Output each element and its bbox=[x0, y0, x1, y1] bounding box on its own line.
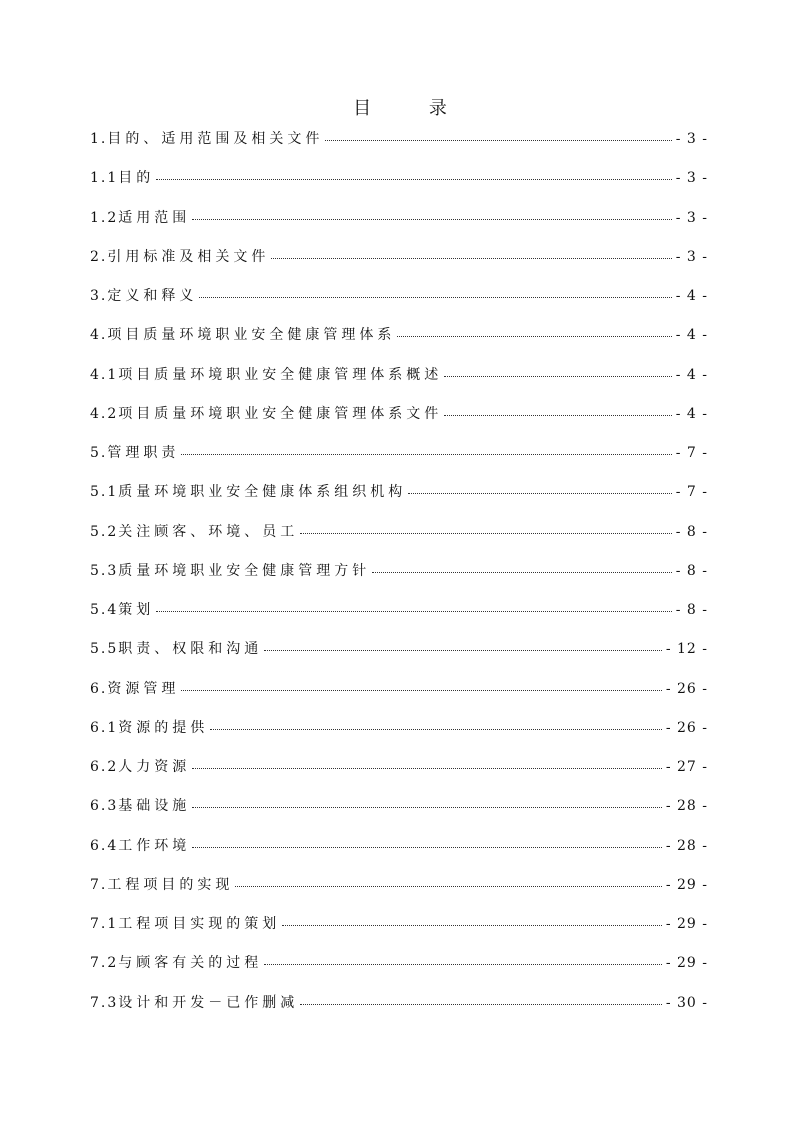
toc-entry[interactable] bbox=[90, 678, 708, 717]
toc-entry-number: 5.3 bbox=[90, 562, 119, 579]
toc-entry-number: 5.4 bbox=[90, 602, 119, 618]
toc-dot-leader bbox=[444, 375, 671, 377]
toc-entry-page-number: - 3 - bbox=[675, 248, 708, 265]
toc-entry-page-number: - 28 - bbox=[665, 798, 708, 815]
toc-entry[interactable] bbox=[90, 835, 708, 874]
toc-entry-number: 4. bbox=[90, 327, 108, 344]
toc-entry-page-number: - 27 - bbox=[665, 759, 708, 775]
toc-entry-title: 质量环境职业安全健康体系组织机构 bbox=[118, 484, 407, 501]
toc-entry-title: 项目质量环境职业安全健康管理体系 bbox=[107, 327, 396, 344]
toc-entry-page-number: - 7 - bbox=[675, 484, 708, 501]
toc-entry-page-number: - 26 - bbox=[665, 719, 708, 736]
toc-entry-number: 1.1 bbox=[90, 170, 119, 187]
toc-entry-page-number: - 3 - bbox=[675, 209, 708, 226]
toc-entry-number: 5.2 bbox=[90, 523, 119, 540]
toc-entry[interactable] bbox=[90, 167, 708, 206]
toc-entry-title: 定义和释义 bbox=[107, 288, 198, 304]
toc-entry-number: 6. bbox=[90, 680, 108, 697]
toc-entry-title: 目的、适用范围及相关文件 bbox=[107, 131, 324, 147]
toc-dot-leader bbox=[408, 492, 671, 494]
toc-entry[interactable] bbox=[90, 364, 708, 403]
toc-entry-number: 4.1 bbox=[90, 366, 119, 383]
toc-entry-number: 3. bbox=[90, 288, 108, 304]
toc-entry-number: 6.2 bbox=[90, 759, 119, 775]
toc-entry-title: 基础设施 bbox=[118, 798, 191, 815]
toc-entry[interactable] bbox=[90, 795, 708, 834]
toc-entry-title: 项目质量环境职业安全健康管理体系概述 bbox=[118, 366, 443, 383]
toc-entry[interactable] bbox=[90, 285, 708, 324]
toc-entry-number: 1.2 bbox=[90, 209, 119, 226]
toc-dot-leader bbox=[372, 571, 671, 573]
toc-dot-leader bbox=[325, 139, 671, 141]
toc-dot-leader bbox=[300, 1003, 662, 1005]
toc-entry[interactable] bbox=[90, 403, 708, 442]
toc-entry-title: 策划 bbox=[118, 602, 155, 618]
toc-list bbox=[90, 128, 708, 1031]
toc-dot-leader bbox=[156, 178, 671, 180]
toc-entry-number: 4.2 bbox=[90, 405, 119, 422]
toc-entry-number: 7.1 bbox=[90, 916, 119, 932]
toc-entry-page-number: - 26 - bbox=[665, 680, 708, 697]
toc-entry-title: 质量环境职业安全健康管理方针 bbox=[118, 562, 371, 579]
toc-entry-title: 工程项目的实现 bbox=[107, 876, 234, 893]
toc-entry[interactable] bbox=[90, 599, 708, 638]
toc-entry-page-number: - 29 - bbox=[665, 955, 708, 972]
toc-entry-page-number: - 3 - bbox=[675, 170, 708, 187]
toc-entry-number: 6.1 bbox=[90, 719, 119, 736]
toc-entry[interactable] bbox=[90, 717, 708, 756]
toc-entry-page-number: - 8 - bbox=[675, 562, 708, 579]
toc-dot-leader bbox=[235, 885, 661, 887]
toc-entry-page-number: - 8 - bbox=[675, 523, 708, 540]
toc-entry-page-number: - 30 - bbox=[665, 994, 708, 1011]
toc-dot-leader bbox=[397, 335, 671, 337]
toc-entry-number: 6.3 bbox=[90, 798, 119, 815]
toc-entry-number: 1. bbox=[90, 131, 108, 147]
toc-entry[interactable] bbox=[90, 207, 708, 246]
toc-dot-leader bbox=[156, 610, 671, 612]
toc-dot-leader bbox=[264, 963, 662, 965]
toc-dot-leader bbox=[192, 846, 662, 848]
toc-entry-title: 职责、权限和沟通 bbox=[118, 641, 263, 658]
toc-entry-title: 项目质量环境职业安全健康管理体系文件 bbox=[118, 405, 443, 422]
toc-dot-leader bbox=[300, 532, 671, 534]
toc-entry-page-number: - 3 - bbox=[675, 131, 708, 147]
toc-entry[interactable] bbox=[90, 246, 708, 285]
toc-entry-number: 5.1 bbox=[90, 484, 119, 501]
toc-entry-title: 工程项目实现的策划 bbox=[118, 916, 281, 932]
toc-entry-title: 适用范围 bbox=[118, 209, 191, 226]
toc-entry-page-number: - 8 - bbox=[675, 602, 708, 618]
toc-entry[interactable] bbox=[90, 992, 708, 1031]
toc-entry[interactable] bbox=[90, 952, 708, 991]
toc-entry[interactable] bbox=[90, 913, 708, 952]
toc-dot-leader bbox=[264, 649, 662, 651]
toc-dot-leader bbox=[444, 414, 671, 416]
toc-dot-leader bbox=[181, 453, 671, 455]
toc-dot-leader bbox=[192, 218, 671, 220]
toc-entry[interactable] bbox=[90, 324, 708, 363]
toc-entry-number: 2. bbox=[90, 248, 108, 265]
toc-entry-page-number: - 4 - bbox=[675, 288, 708, 304]
toc-dot-leader bbox=[282, 924, 662, 926]
toc-entry-title: 管理职责 bbox=[107, 445, 180, 461]
toc-entry-title: 工作环境 bbox=[118, 837, 191, 854]
toc-entry[interactable] bbox=[90, 442, 708, 481]
toc-entry-page-number: - 4 - bbox=[675, 327, 708, 344]
toc-dot-leader bbox=[271, 257, 671, 259]
toc-entry-title: 资源的提供 bbox=[118, 719, 209, 736]
toc-dot-leader bbox=[210, 728, 662, 730]
toc-entry-number: 5.5 bbox=[90, 641, 119, 658]
toc-title: 目 录 bbox=[353, 98, 473, 119]
toc-entry-title: 与顾客有关的过程 bbox=[118, 955, 263, 972]
toc-entry-page-number: - 4 - bbox=[675, 366, 708, 383]
toc-entry-title: 关注顾客、环境、员工 bbox=[118, 523, 299, 540]
toc-entry-title: 引用标准及相关文件 bbox=[107, 248, 270, 265]
toc-dot-leader bbox=[192, 767, 662, 769]
toc-entry-title: 资源管理 bbox=[107, 680, 180, 697]
toc-entry[interactable] bbox=[90, 521, 708, 560]
toc-entry-page-number: - 4 - bbox=[675, 405, 708, 422]
toc-entry-number: 7. bbox=[90, 876, 108, 893]
toc-entry-page-number: - 12 - bbox=[665, 641, 708, 658]
toc-entry-title: 人力资源 bbox=[118, 759, 191, 775]
toc-dot-leader bbox=[181, 689, 661, 691]
toc-entry-page-number: - 29 - bbox=[665, 916, 708, 932]
toc-entry-number: 5. bbox=[90, 445, 108, 461]
toc-entry-title: 目的 bbox=[118, 170, 155, 187]
toc-entry-number: 7.3 bbox=[90, 994, 119, 1011]
toc-entry-page-number: - 29 - bbox=[665, 876, 708, 893]
toc-entry[interactable] bbox=[90, 638, 708, 677]
toc-entry-title: 设计和开发－已作删减 bbox=[118, 994, 299, 1011]
toc-entry[interactable] bbox=[90, 756, 708, 795]
toc-entry[interactable] bbox=[90, 874, 708, 913]
toc-entry-number: 6.4 bbox=[90, 837, 119, 854]
toc-entry-page-number: - 7 - bbox=[675, 445, 708, 461]
toc-entry-page-number: - 28 - bbox=[665, 837, 708, 854]
toc-dot-leader bbox=[199, 296, 671, 298]
toc-entry[interactable] bbox=[90, 128, 708, 167]
toc-entry[interactable] bbox=[90, 560, 708, 599]
toc-dot-leader bbox=[192, 806, 662, 808]
toc-entry[interactable] bbox=[90, 481, 708, 520]
toc-entry-number: 7.2 bbox=[90, 955, 119, 972]
